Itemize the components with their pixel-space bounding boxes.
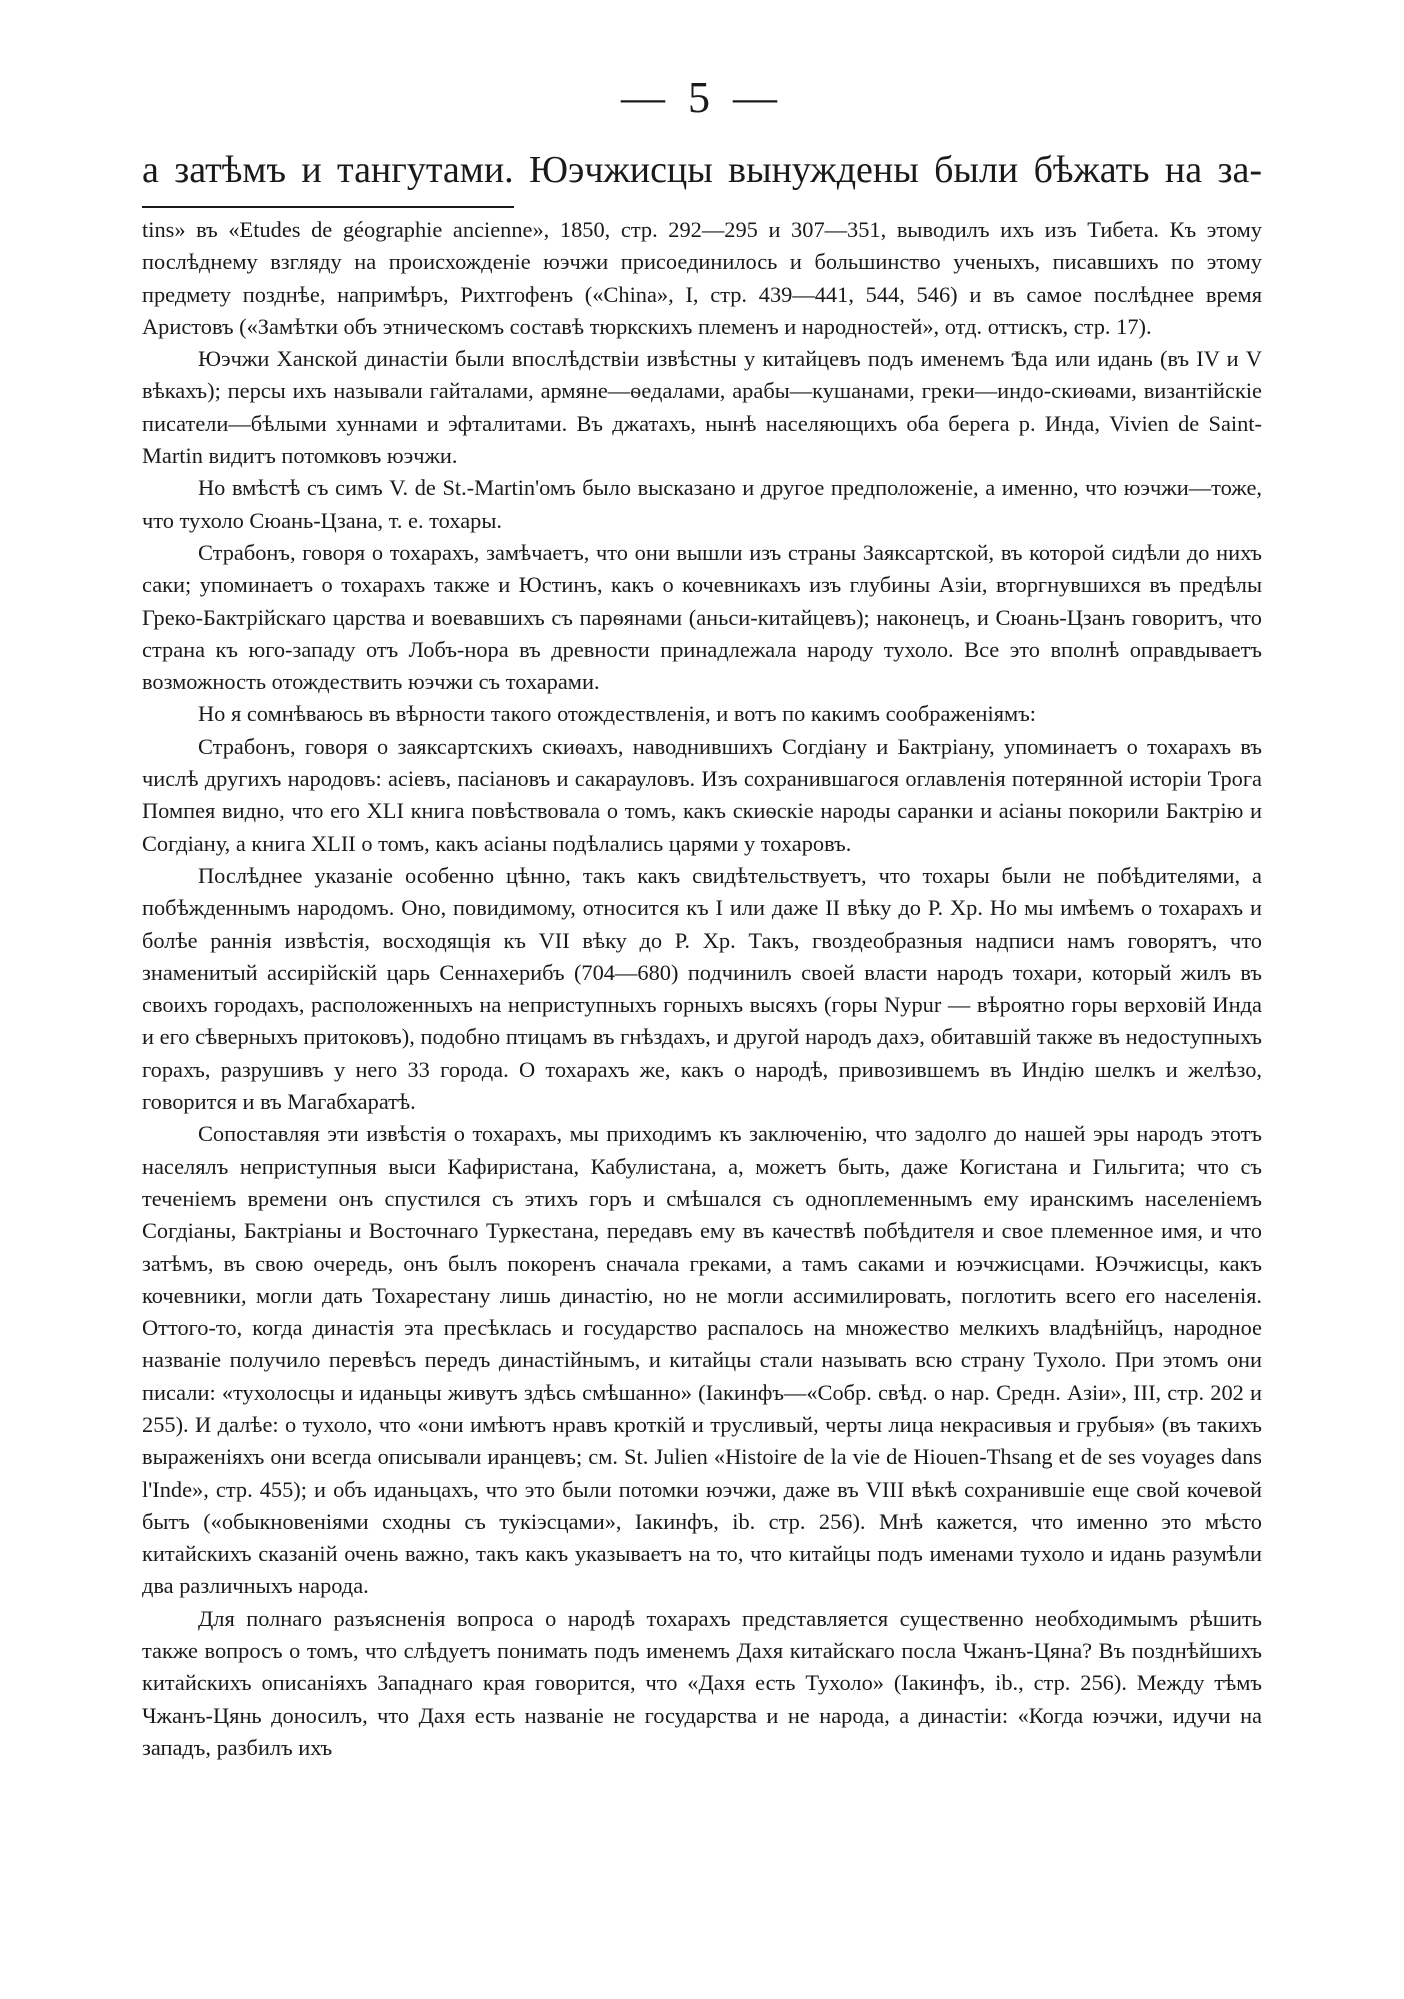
paragraph-5: Но я сомнѣваюсь въ вѣрности такого отождествленія, и вотъ по какимъ соображеніямъ:	[198, 701, 1037, 727]
paragraph-2: Юэчжи Ханской династіи были впослѣдствіи извѣстны у китайцевъ подъ именемъ Ѣда или идань (въ IV и V вѣкахъ); персы ихъ называли гайталами, армяне—ѳедалами, арабы—кушанами, греки—индо-скиѳами, византійскіе писатели—бѣлыми хуннами и эфталитами. Въ джатахъ, нынѣ населяющихъ оба берега р. Инда, Vivien de Saint-Martin видитъ потомковъ юэчжи.	[142, 346, 1262, 469]
paragraph-9: Для полнаго разъясненія вопроса о народѣ тохарахъ представляется существенно необходимымъ рѣшить также вопросъ о томъ, что слѣдуетъ понимать подъ именемъ Дахя китайскаго посла Чжанъ-Цяна? Въ позднѣйшихъ китайскихъ описаніяхъ Западнаго края говорится, что «Дахя есть Тухоло» (Іакинфъ, ib., стр. 256). Между тѣмъ Чжанъ-Цянь доносилъ, что Дахя есть названіе не государства и не народа, а династіи: «Когда юэчжи, идучи на западъ, разбилъ ихъ	[142, 1605, 1262, 1760]
main-text-line: а затѣмъ и тангутами. Юэчжисцы вынуждены были бѣжать на за-	[142, 149, 1262, 191]
paragraph-3: Но вмѣстѣ съ симъ V. de St.-Martin'омъ было высказано и другое предположеніе, а именно, что юэчжи—тоже, что тухоло Сюань-Цзана, т. е. тохары.	[142, 475, 1262, 533]
paragraph-7: Послѣднее указаніе особенно цѣнно, такъ какъ свидѣтельствуетъ, что тохары были не побѣдителями, а побѣжденнымъ народомъ. Оно, повидимому, относится къ I или даже II вѣку до Р. Хр. Но мы имѣемъ о тохарахъ и болѣе раннія извѣстія, восходящія къ VII вѣку до Р. Хр. Такъ, гвоздеобразныя надписи намъ говорятъ, что знаменитый ассирійскій царь Сеннахерибъ (704—680) подчинилъ своей власти народъ тохари, который жилъ въ своихъ городахъ, расположенныхъ на неприступныхъ горныхъ высяхъ (горы Nypur — вѣроятно горы верховій Инда и его сѣверныхъ притоковъ), подобно птицамъ въ гнѣздахъ, и другой народъ дахэ, обитавшій также въ недоступныхъ горахъ, разрушивъ у него 33 города. О тохарахъ же, какъ о народѣ, привозившемъ въ Индію шелкъ и желѣзо, говорится и въ Магабхаратѣ.	[142, 862, 1262, 1115]
body-text	[142, 214, 1262, 1764]
paragraph-8: Сопоставляя эти извѣстія о тохарахъ, мы приходимъ къ заключенію, что задолго до нашей эры народъ этотъ населялъ неприступныя выси Кафиристана, Кабулистана, а, можетъ быть, даже Когистана и Гильгита; что съ теченіемъ времени онъ спустился съ этихъ горъ и смѣшался съ одноплеменнымъ ему иранскимъ населеніемъ Согдіаны, Бактріаны и Восточнаго Туркестана, передавъ ему въ качествѣ побѣдителя и свое племенное имя, и что затѣмъ, въ свою очередь, онъ былъ покоренъ сначала греками, а тамъ саками и юэчжисцами. Юэчжисцы, какъ кочевники, могли дать Тохарестану лишь династію, но не могли ассимилировать, поглотить всего его населенія. Оттого-то, когда династія эта пресѣклась и государство распалось на множество мелкихъ владѣнійцъ, народное названіе получило перевѣсъ передъ династійнымъ, и китайцы стали называть всю страну Тухоло. При этомъ они писали: «тухолосцы и иданьцы живутъ здѣсь смѣшанно» (Іакинфъ—«Собр. свѣд. о нар. Средн. Азіи», III, стр. 202 и 255). И далѣе: о тухоло, что «они имѣютъ нравъ кроткій и трусливый, черты лица некрасивыя и грубыя» (въ такихъ выраженіяхъ они всегда описывали иранцевъ; см. St. Julien «Histoire de la vie de Hiouen-Thsang et de ses voyages dans l'Inde», стр. 455); и объ иданьцахъ, что это были потомки юэчжи, даже въ VIII вѣкѣ сохранившіе еще свой кочевой бытъ («обыкновеніями сходны съ тукіэсцами», Іакинфъ, ib. стр. 256). Мнѣ кажется, что именно это мѣсто китайскихъ сказаній очень важно, такъ какъ указываетъ на то, что китайцы подъ именами тухоло и идань разумѣли два различныхъ народа.	[142, 1121, 1262, 1599]
paragraph-6: Страбонъ, говоря о заяксартскихъ скиѳахъ, наводнившихъ Согдіану и Бактріану, упоминаетъ о тохарахъ въ числѣ другихъ народовъ: асіевъ, пасіановъ и сакарауловъ. Изъ сохранившагося оглавленія потерянной исторіи Трога Помпея видно, что его XLI книга повѣствовала о томъ, какъ скиѳскіе народы саранки и асіаны покорили Бактрію и Согдіану, а книга XLII о томъ, какъ асіаны подѣлались царями у тохаровъ.	[142, 733, 1262, 856]
paragraph-1: tins» въ «Etudes de géographie ancienne», 1850, стр. 292—295 и 307—351, выводилъ ихъ изъ Тибета. Къ этому послѣднему взгляду на происхожденіе юэчжи присоединилось и большинство ученыхъ, писавшихъ по этому предмету позднѣе, напримѣръ, Рихтгофенъ («China», I, стр. 439—441, 544, 546) и въ самое послѣднее время Аристовъ («Замѣтки объ этническомъ составѣ тюркскихъ племенъ и народностей», отд. оттискъ, стр. 17).	[142, 217, 1262, 339]
footnote-divider	[142, 206, 514, 208]
paragraph-4: Страбонъ, говоря о тохарахъ, замѣчаетъ, что они вышли изъ страны Заяксартской, въ которой сидѣли до нихъ саки; упоминаетъ о тохарахъ также и Юстинъ, какъ о кочевникахъ изъ глубины Азіи, вторгнувшихся въ предѣлы Греко-Бактрійскаго царства и воевавшихъ съ парѳянами (аньси-китайцевъ); наконецъ, и Сюань-Цзанъ говоритъ, что страна къ юго-западу отъ Лобъ-нора въ древности принадлежала народу тухоло. Все это вполнѣ оправдываетъ возможность отождествить юэчжи съ тохарами.	[142, 539, 1262, 695]
page-number: — 5 —	[621, 73, 783, 122]
